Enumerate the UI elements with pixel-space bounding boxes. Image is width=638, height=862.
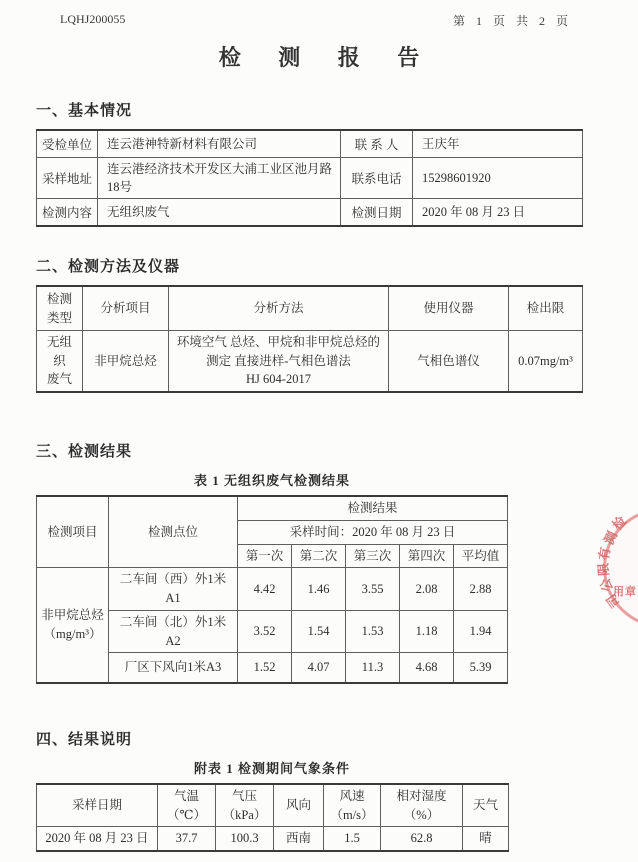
seal-arc-char: 有 <box>595 545 614 562</box>
a3-avg: 5.39 <box>454 653 508 683</box>
col-test-item: 检测项目 <box>37 496 109 568</box>
col-temperature: 气温（℃） <box>158 784 216 827</box>
section4-heading: 四、结果说明 <box>36 731 133 748</box>
seal-inner-text: 用章 <box>613 586 637 598</box>
col-humidity: 相对湿度（%） <box>381 784 463 827</box>
table-header-row <box>37 784 509 827</box>
contact-person-value: 王庆年 <box>413 130 583 157</box>
seal-arc-char: 公 <box>597 576 616 594</box>
a3-v2: 4.07 <box>292 653 346 683</box>
col-analysis-method: 分析方法 <box>169 286 389 330</box>
instrument-cell: 气相色谱仪 <box>389 330 509 392</box>
a3-v4: 4.68 <box>400 653 454 683</box>
test-item-name: 非甲烷总烃 <box>41 608 104 623</box>
method-line2: 测定 直接进样-气相色谱法 <box>206 353 351 368</box>
a2-v4: 1.18 <box>400 610 454 653</box>
a1-v4: 2.08 <box>400 568 454 611</box>
basic-info-table <box>36 129 583 227</box>
wind-direction-value: 西南 <box>274 827 324 851</box>
col-wind-speed: 风速（m/s） <box>324 784 381 827</box>
a1-avg: 2.88 <box>454 568 508 611</box>
a2-v2: 1.54 <box>292 610 346 653</box>
col-trial-4: 第四次 <box>400 544 454 568</box>
sampling-date-value: 2020 年 08 月 23 日 <box>37 827 158 851</box>
table-row <box>37 157 583 198</box>
a3-v3: 11.3 <box>346 653 400 683</box>
test-type-line2: 废气 <box>46 372 72 387</box>
col-trial-2: 第二次 <box>292 544 346 568</box>
a2-v1: 3.52 <box>238 610 292 653</box>
test-item-cell <box>37 568 109 683</box>
test-content-label: 检测内容 <box>37 198 98 226</box>
seal-arc-char: 测 <box>600 528 621 548</box>
sampling-address-label: 采样地址 <box>37 157 98 198</box>
doc-number: LQHJ200055 <box>60 12 126 26</box>
col-trial-3: 第三次 <box>346 544 400 568</box>
table-row <box>37 130 583 157</box>
col-sampling-date: 采样日期 <box>37 784 158 827</box>
contact-person-label: 联 系 人 <box>341 130 413 157</box>
page-title: 检 测 报 告 <box>218 45 436 70</box>
table-row <box>37 568 508 611</box>
page-indicator: 第 1 页 共 2 页 <box>452 14 572 28</box>
analysis-item-cell: 非甲烷总烃 <box>83 330 169 392</box>
table-header-row <box>37 286 583 330</box>
wind-speed-value: 1.5 <box>324 827 381 851</box>
a2-avg: 1.94 <box>454 610 508 653</box>
method-instrument-table <box>36 285 583 393</box>
col-wind-direction: 风向 <box>274 784 324 827</box>
seal-arc-char: 限 <box>595 562 612 577</box>
point-a1: 二车间（西）外1米A1 <box>109 568 238 611</box>
table-row <box>37 827 509 851</box>
method-line1: 环境空气 总烃、甲烷和非甲烷总烃的 <box>176 334 381 349</box>
results-table-title: 表 1 无组织废气检测结果 <box>193 473 350 488</box>
pressure-value: 100.3 <box>216 827 274 851</box>
col-pressure: 气压（kPa） <box>216 784 274 827</box>
seal-arc-char: 司 <box>603 591 624 611</box>
weather-table-title: 附表 1 检测期间气象条件 <box>193 760 350 776</box>
inspected-unit-label: 受检单位 <box>37 130 98 157</box>
page-header <box>0 0 638 29</box>
test-date-value: 2020 年 08 月 23 日 <box>413 198 583 226</box>
weather-value: 晴 <box>463 827 509 851</box>
col-test-type-line2: 类型 <box>46 310 72 325</box>
sampling-address-value: 连云港经济技术开发区大浦工业区池月路18号 <box>98 157 341 198</box>
col-detection-limit: 检出限 <box>509 286 583 330</box>
col-test-type-line1: 检测 <box>46 291 72 306</box>
table-row <box>37 330 583 392</box>
section1-heading: 一、基本情况 <box>36 103 133 119</box>
temperature-value: 37.7 <box>158 827 216 851</box>
analysis-method-cell <box>169 330 389 392</box>
a1-v3: 3.55 <box>346 568 400 611</box>
section2-heading: 二、检测方法及仪器 <box>36 259 181 276</box>
a1-v1: 4.42 <box>238 568 292 611</box>
point-a3: 厂区下风向1米A3 <box>109 653 238 683</box>
table-header-row <box>37 496 508 520</box>
col-average: 平均值 <box>454 544 508 568</box>
point-a2: 二车间（北）外1米A2 <box>109 610 238 653</box>
a3-v1: 1.52 <box>238 653 292 683</box>
humidity-value: 62.8 <box>381 827 463 851</box>
test-type-cell <box>37 330 83 392</box>
result-header: 检测结果 <box>238 496 508 520</box>
seal-arc-char: 检 <box>609 513 630 534</box>
contact-phone-value: 15298601920 <box>413 157 583 198</box>
results-table <box>36 495 508 684</box>
a2-v3: 1.53 <box>346 610 400 653</box>
col-test-type <box>37 286 83 330</box>
test-item-unit: （mg/m³） <box>43 627 102 641</box>
col-trial-1: 第一次 <box>238 544 292 568</box>
col-test-point: 检测点位 <box>109 496 238 568</box>
method-line3: HJ 604-2017 <box>246 372 311 387</box>
a1-v2: 1.46 <box>292 568 346 611</box>
col-analysis-item: 分析项目 <box>83 286 169 330</box>
detection-limit-cell: 0.07mg/m³ <box>509 330 583 392</box>
sampling-time: 采样时间：2020 年 08 月 23 日 <box>238 520 508 544</box>
col-weather: 天气 <box>463 784 509 827</box>
col-instrument: 使用仪器 <box>389 286 509 330</box>
inspected-unit-value: 连云港神特新材料有限公司 <box>98 130 341 157</box>
table-row <box>37 198 583 226</box>
section3-heading: 三、检测结果 <box>36 444 133 460</box>
weather-table <box>36 783 509 852</box>
test-content-value: 无组织废气 <box>98 198 341 226</box>
contact-phone-label: 联系电话 <box>341 157 413 198</box>
test-date-label: 检测日期 <box>341 198 413 226</box>
test-type-line1: 无组织 <box>46 334 72 368</box>
